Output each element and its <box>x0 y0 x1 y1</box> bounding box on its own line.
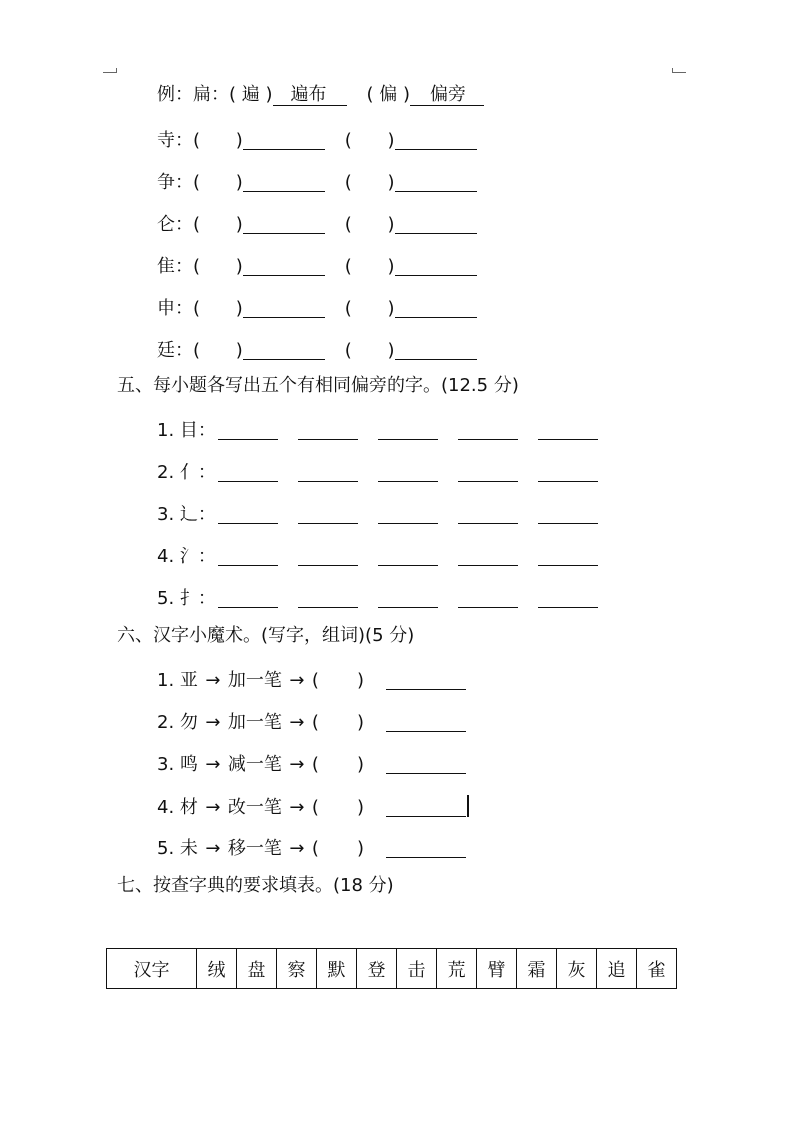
close-paren: ) <box>235 340 243 361</box>
item-char: 亚 <box>179 670 198 691</box>
table-cell-char: 霜 <box>517 949 557 989</box>
close-paren: ) <box>387 172 395 193</box>
magic-item <box>157 669 466 690</box>
arrow-icon: → <box>289 754 305 775</box>
item-radical: 目： <box>179 420 216 441</box>
arrow-icon: → <box>205 712 221 733</box>
word-blank-1[interactable] <box>243 339 325 360</box>
arrow-icon: → <box>205 838 221 859</box>
item-number: 5. <box>157 838 175 859</box>
open-paren: ( <box>344 172 358 193</box>
item-char: 未 <box>179 838 198 859</box>
answer-blank[interactable] <box>538 503 598 524</box>
radical-item <box>157 461 618 482</box>
item-operation: 减一笔 <box>227 754 282 775</box>
close-paren: ) <box>235 298 243 319</box>
close-paren: ) <box>356 797 364 818</box>
table-cell-char: 默 <box>317 949 357 989</box>
word-blank-2[interactable] <box>395 339 477 360</box>
item-number: 4. <box>157 797 175 818</box>
row-char: 申 <box>157 298 175 319</box>
radical-row <box>157 129 477 150</box>
answer-blank[interactable] <box>458 461 518 482</box>
item-number: 5. <box>157 588 175 609</box>
item-operation: 移一笔 <box>227 838 282 859</box>
word-blank[interactable] <box>386 796 466 817</box>
item-operation: 改一笔 <box>227 797 282 818</box>
close-paren: ) <box>387 130 395 151</box>
radical-item <box>157 503 618 524</box>
open-paren: ( <box>311 797 319 818</box>
item-number: 4. <box>157 546 175 567</box>
example-char: 扁 <box>193 84 211 105</box>
close-paren: ) <box>235 172 243 193</box>
table-cell-char: 追 <box>597 949 637 989</box>
answer-blank[interactable] <box>298 587 358 608</box>
word-blank[interactable] <box>386 837 466 858</box>
word-blank-2[interactable] <box>395 129 477 150</box>
close-paren: ) <box>387 298 395 319</box>
answer-blank[interactable] <box>218 461 278 482</box>
open-paren: ( <box>311 712 319 733</box>
word-blank[interactable] <box>386 753 466 774</box>
table-cell-char: 盘 <box>237 949 277 989</box>
row-char: 寺 <box>157 130 175 151</box>
radical-row <box>157 213 477 234</box>
close-paren: ) <box>356 838 364 859</box>
answer-blank[interactable] <box>458 587 518 608</box>
answer-blank[interactable] <box>218 545 278 566</box>
close-paren: ) <box>356 670 364 691</box>
answer-blank[interactable] <box>218 419 278 440</box>
close-paren: ) <box>387 214 395 235</box>
open-paren: ( <box>311 838 319 859</box>
section6-title: 六、汉字小魔术。(写字，组词)(5 分) <box>117 625 415 646</box>
item-number: 3. <box>157 754 175 775</box>
table-cell-char: 荒 <box>437 949 477 989</box>
row-colon: ：( <box>175 298 206 319</box>
item-radical: 辶： <box>179 504 216 525</box>
close-paren: ) <box>356 754 364 775</box>
table-cell-char: 登 <box>357 949 397 989</box>
close-paren: ) <box>387 340 395 361</box>
crop-mark-right <box>672 72 686 73</box>
radical-item <box>157 545 618 566</box>
word-blank-1[interactable] <box>243 297 325 318</box>
radical-item <box>157 587 618 608</box>
table-cell-char: 灰 <box>557 949 597 989</box>
item-char: 材 <box>179 797 198 818</box>
arrow-icon: → <box>205 754 221 775</box>
dictionary-table <box>106 948 677 989</box>
table-cell-char: 臂 <box>477 949 517 989</box>
row-char: 隹 <box>157 256 175 277</box>
radical-row <box>157 255 477 276</box>
item-char: 勿 <box>179 712 198 733</box>
answer-blank[interactable] <box>378 503 438 524</box>
row-colon: ：( <box>175 340 206 361</box>
word-blank-2[interactable] <box>395 213 477 234</box>
radical-row <box>157 339 477 360</box>
magic-item <box>157 711 466 732</box>
answer-blank[interactable] <box>298 461 358 482</box>
item-char: 鸣 <box>179 754 198 775</box>
open-paren: ( <box>344 298 358 319</box>
section7-title: 七、按查字典的要求填表。(18 分) <box>117 875 394 896</box>
table-cell-char: 雀 <box>637 949 677 989</box>
answer-blank[interactable] <box>458 503 518 524</box>
arrow-icon: → <box>289 838 305 859</box>
example-colon: ： <box>211 84 229 105</box>
arrow-icon: → <box>205 670 221 691</box>
open-paren: ( <box>344 340 358 361</box>
open-paren: ( <box>311 754 319 775</box>
magic-item <box>157 837 466 858</box>
close-paren: ) <box>397 84 410 105</box>
answer-blank[interactable] <box>218 587 278 608</box>
row-colon: ：( <box>175 172 206 193</box>
arrow-icon: → <box>289 797 305 818</box>
example-char-1: 遍 <box>241 84 260 105</box>
word-blank-1[interactable] <box>243 171 325 192</box>
answer-blank[interactable] <box>458 419 518 440</box>
example-label: 例： <box>157 84 193 105</box>
item-number: 1. <box>157 670 175 691</box>
answer-blank[interactable] <box>298 503 358 524</box>
example-row <box>157 86 484 104</box>
row-colon: ：( <box>175 130 206 151</box>
radical-row <box>157 171 477 192</box>
word-blank-1[interactable] <box>243 255 325 276</box>
magic-item <box>157 753 466 774</box>
close-paren: ) <box>387 256 395 277</box>
answer-blank[interactable] <box>458 545 518 566</box>
table-header-cell: 汉字 <box>107 949 197 989</box>
answer-blank[interactable] <box>378 419 438 440</box>
item-number: 1. <box>157 420 175 441</box>
answer-blank[interactable] <box>298 545 358 566</box>
table-cell-char: 察 <box>277 949 317 989</box>
answer-blank[interactable] <box>378 545 438 566</box>
example-char-2: 偏 <box>379 84 398 105</box>
answer-blank[interactable] <box>538 545 598 566</box>
answer-blank[interactable] <box>378 461 438 482</box>
arrow-icon: → <box>289 712 305 733</box>
item-operation: 加一笔 <box>227 712 282 733</box>
row-char: 仑 <box>157 214 175 235</box>
close-paren: ) <box>235 130 243 151</box>
word-blank[interactable] <box>386 711 466 732</box>
close-paren: ) <box>235 256 243 277</box>
word-blank-2[interactable] <box>395 297 477 318</box>
open-paren: ( <box>366 84 380 105</box>
row-colon: ：( <box>175 214 206 235</box>
open-paren: ( <box>311 670 319 691</box>
table-row <box>107 949 677 989</box>
row-char: 廷 <box>157 340 175 361</box>
item-radical: 扌： <box>179 588 216 609</box>
close-paren: ) <box>259 84 273 105</box>
item-radical: 亻： <box>179 462 216 483</box>
magic-item <box>157 795 469 817</box>
item-operation: 加一笔 <box>227 670 282 691</box>
answer-blank[interactable] <box>538 587 598 608</box>
radical-row <box>157 297 477 318</box>
open-paren: ( <box>344 130 358 151</box>
arrow-icon: → <box>289 670 305 691</box>
section5-title: 五、每小题各写出五个有相同偏旁的字。(12.5 分) <box>117 375 519 396</box>
answer-blank[interactable] <box>378 587 438 608</box>
item-number: 2. <box>157 712 175 733</box>
close-paren: ) <box>356 712 364 733</box>
arrow-icon: → <box>205 797 221 818</box>
open-paren: ( <box>344 256 358 277</box>
row-char: 争 <box>157 172 175 193</box>
answer-blank[interactable] <box>538 419 598 440</box>
item-number: 3. <box>157 504 175 525</box>
radical-item <box>157 419 618 440</box>
item-number: 2. <box>157 462 175 483</box>
answer-blank[interactable] <box>538 461 598 482</box>
word-blank-1[interactable] <box>243 129 325 150</box>
item-radical: 氵： <box>179 546 216 567</box>
table-cell-char: 击 <box>397 949 437 989</box>
word-blank-2[interactable] <box>395 255 477 276</box>
word-blank-2[interactable] <box>395 171 477 192</box>
crop-mark-left <box>103 72 117 73</box>
text-cursor <box>467 795 469 817</box>
row-colon: ：( <box>175 256 206 277</box>
table-cell-char: 绒 <box>197 949 237 989</box>
close-paren: ) <box>235 214 243 235</box>
example-word-1: 遍布 <box>273 84 347 106</box>
open-paren: ( <box>344 214 358 235</box>
answer-blank[interactable] <box>218 503 278 524</box>
word-blank[interactable] <box>386 669 466 690</box>
example-word-2: 偏旁 <box>410 84 484 106</box>
answer-blank[interactable] <box>298 419 358 440</box>
open-paren: ( <box>229 84 242 105</box>
word-blank-1[interactable] <box>243 213 325 234</box>
